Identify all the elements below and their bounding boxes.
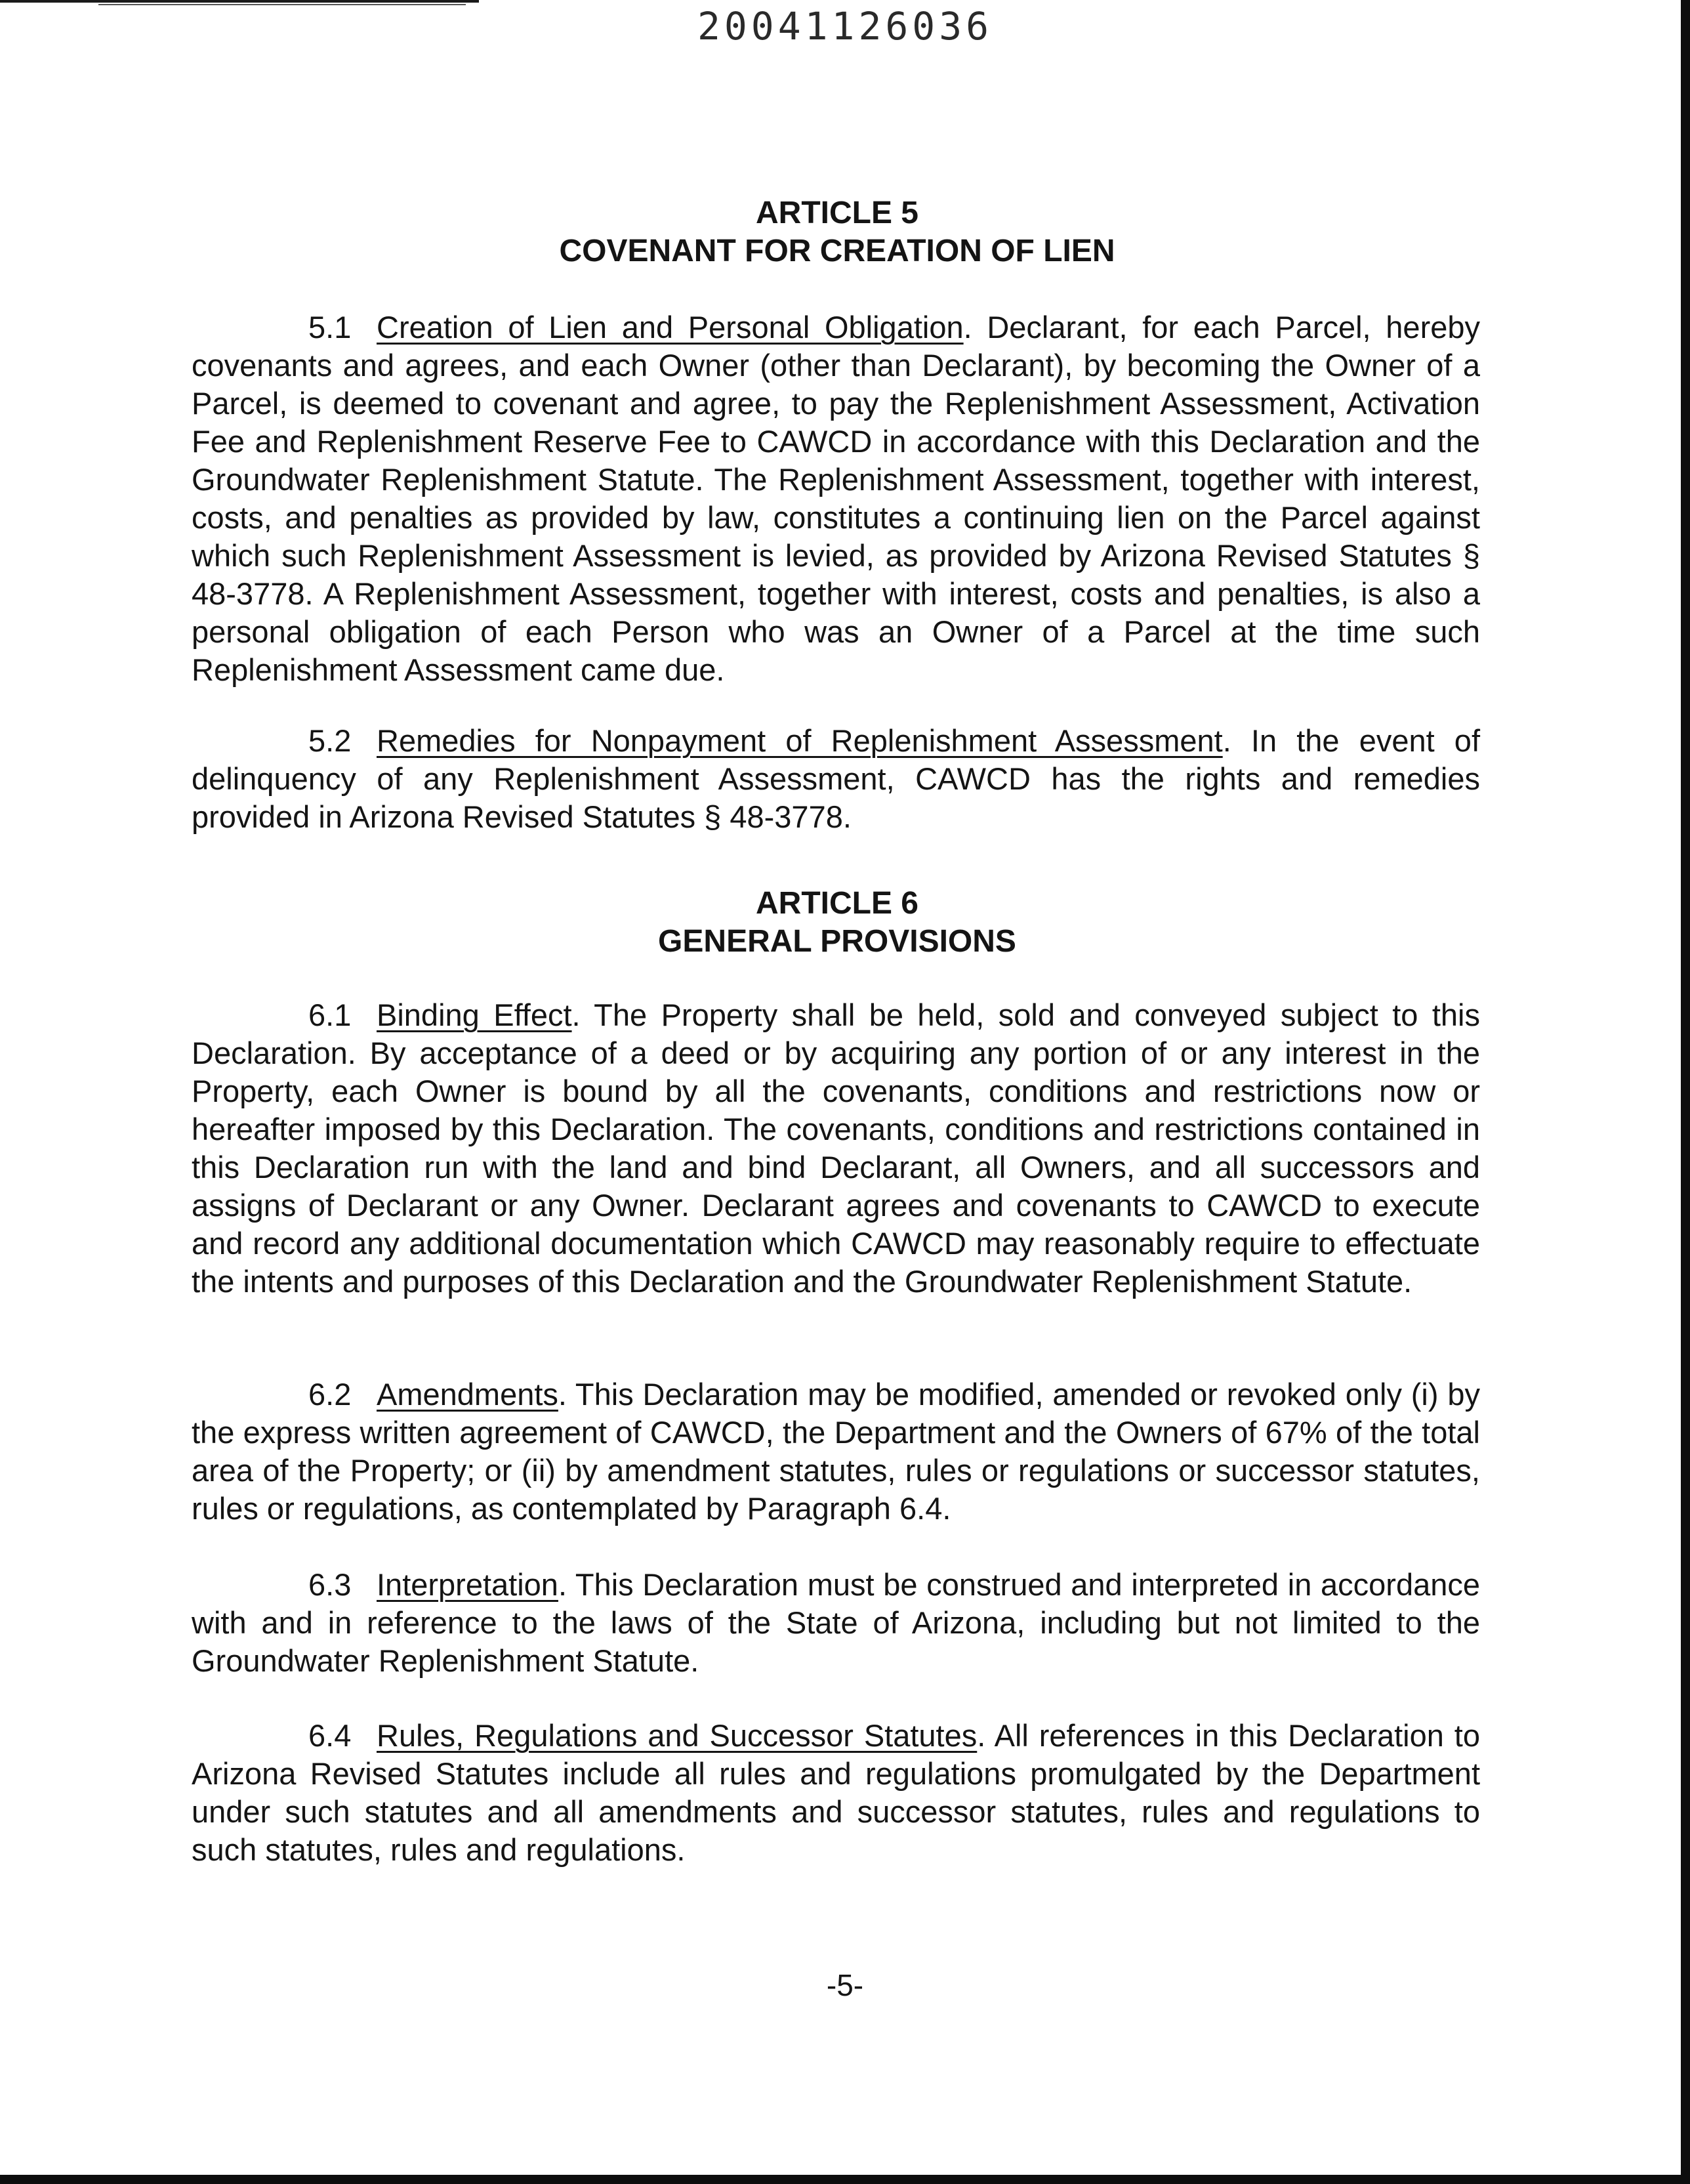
section-number: 6.4 (308, 1718, 352, 1753)
article-6-title: ARTICLE 6 (755, 886, 918, 921)
scan-right-border (1681, 0, 1690, 2184)
section-text: . Declarant, for each Parcel, hereby covenants and agrees, and each Owner (other than Declarant), by becoming the Owner of a Parcel, is deemed to covenant and agree, to pay the Replenishment Assessment, Activation Fee and Replenishment Reserve Fee to CAWCD in accordance with this Declaration and the Groundwater Replenishment Statute. The Replenishment Assessment, together with interest, costs, and penalties as provided by law, constitutes a continuing lien on the Parcel against which such Replenishment Assessment is levied, as provided by Arizona Revised Statutes § 48-3778. A Replenishment Assessment, together with interest, costs and penalties, is also a personal obligation of each Person who was an Owner of a Parcel at the time such Replenishment Assessment came due. (192, 310, 1480, 687)
section-heading: Remedies for Nonpayment of Replenishment Assessment (377, 723, 1223, 758)
section-number: 6.3 (308, 1567, 352, 1602)
scan-bottom-border (0, 2175, 1690, 2184)
section-text: . This Declaration must be construed and interpreted in accordance with and in reference to the laws of the State of Arizona, including but not limited to the Groundwater Replenishment Statute. (192, 1567, 1480, 1678)
section-6-3 (192, 1566, 1480, 1680)
section-text: . All references in this Declaration to Arizona Revised Statutes include all rules and regulations promulgated by the Department under such statutes and all amendments and successor statutes, rules and regulations to such statutes, rules and regulations. (192, 1718, 1480, 1867)
section-text: . The Property shall be held, sold and conveyed subject to this Declaration. By acceptance of a deed or by acquiring any portion of or any interest in the Property, each Owner is bound by all the covenants, conditions and restrictions now or hereafter imposed by this Declaration. The covenants, conditions and restrictions contained in this Declaration run with the land and bind Declarant, all Owners, and all successors and assigns of Declarant or any Owner. Declarant agrees and covenants to CAWCD to execute and record any additional documentation which CAWCD may reasonably require to effectuate the intents and purposes of this Declaration and the Groundwater Replenishment Statute. (192, 998, 1480, 1299)
article-6-subtitle: GENERAL PROVISIONS (658, 924, 1016, 959)
scan-top-rule (0, 0, 479, 3)
document-number: 20041126036 (697, 4, 993, 49)
section-heading: Rules, Regulations and Successor Statutes (377, 1718, 978, 1753)
section-6-2 (192, 1376, 1480, 1528)
page-number: -5- (826, 1968, 864, 2002)
section-heading: Binding Effect (377, 998, 572, 1032)
section-5-2 (192, 722, 1480, 836)
article-5-heading (0, 194, 1674, 270)
section-text: . In the event of delinquency of any Replenishment Assessment, CAWCD has the rights and remedies provided in Arizona Revised Statutes § 48-3778. (192, 723, 1481, 834)
article-5-subtitle: COVENANT FOR CREATION OF LIEN (559, 234, 1115, 268)
section-5-1 (192, 308, 1480, 689)
section-number: 6.2 (308, 1377, 352, 1412)
section-heading: Creation of Lien and Personal Obligation (377, 310, 964, 345)
section-number: 5.2 (308, 723, 352, 758)
section-text: . This Declaration may be modified, amended or revoked only (i) by the express written agreement of CAWCD, the Department and the Owners of 67% of the total area of the Property; or (ii) by amendment statutes, rules or regulations or successor statutes, rules or regulations, as contemplated by Paragraph 6.4. (192, 1377, 1480, 1526)
section-heading: Amendments (377, 1377, 558, 1412)
article-6-heading (0, 885, 1674, 961)
section-6-4 (192, 1717, 1480, 1869)
section-6-1 (192, 996, 1480, 1301)
section-number: 5.1 (308, 310, 352, 345)
article-5-title: ARTICLE 5 (755, 196, 918, 230)
section-heading: Interpretation (377, 1567, 558, 1602)
section-number: 6.1 (308, 998, 352, 1032)
